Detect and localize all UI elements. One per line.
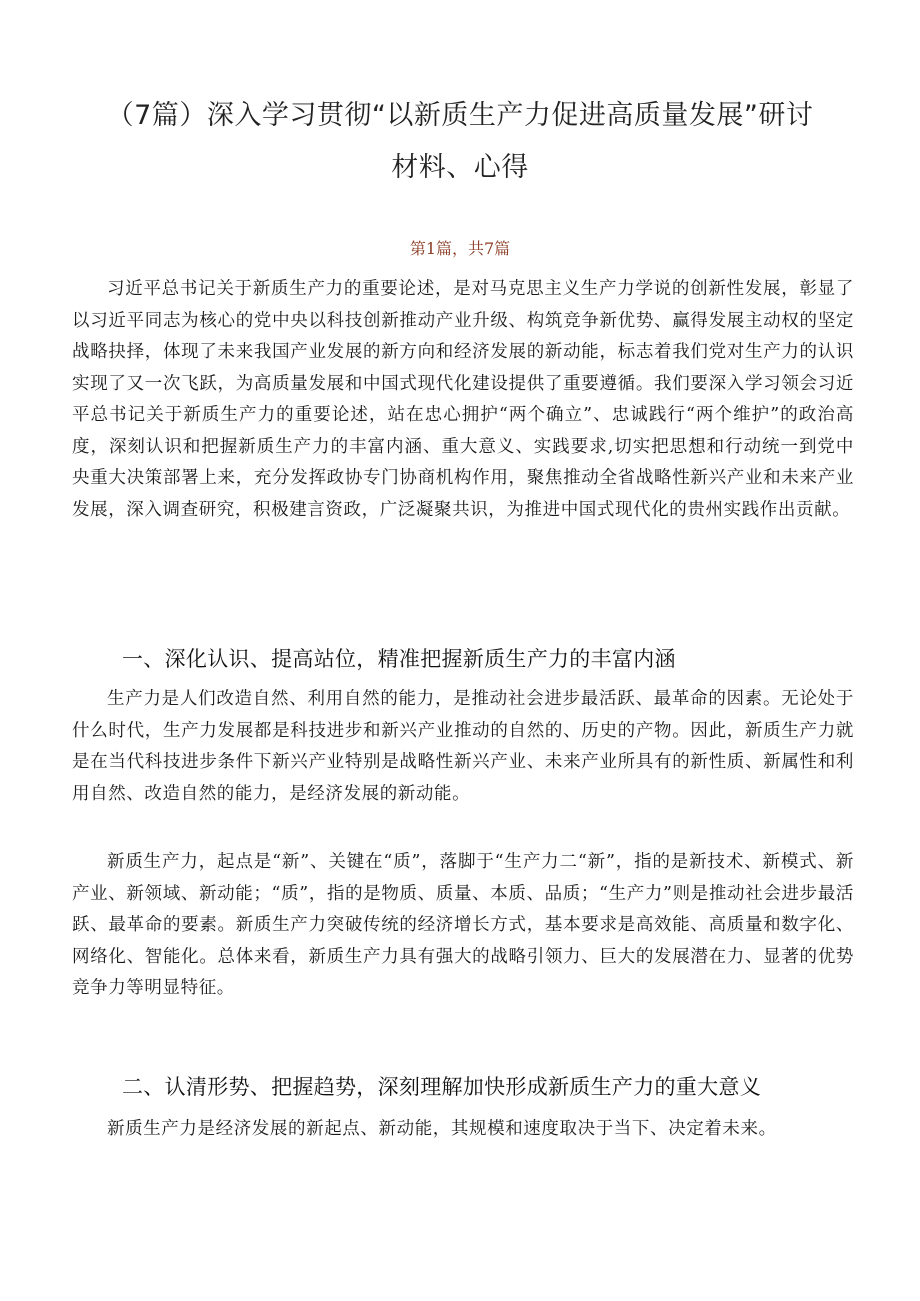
paragraph-section1-1: 生产力是人们改造自然、利用自然的能力，是推动社会进步最活跃、最革命的因素。无论处于什么时代，生产力发展都是科技进步和新兴产业推动的自然的、历史的产物。因此，新质生产力就是在当代科技进步条件下新兴产业特别是战略性新兴产业、未来产业所具有的新性质、新属性和利用自然、改造自然的能力，是经济发展的新动能。 (72, 689, 854, 804)
paragraph-intro: 习近平总书记关于新质生产力的重要论述，是对马克思主义生产力学说的创新性发展，彰显了以习近平同志为核心的党中央以科技创新推动产业升级、构筑竞争新优势、赢得发展主动权的坚定战略抉择，体现了未来我国产业发展的新方向和经济发展的新动能，标志着我们党对生产力的认识实现了又一次飞跃，为高质量发展和中国式现代化建设提供了重要遵循。我们要深入学习领会习近平总书记关于新质生产力的重要论述，站在忠心拥护“两个确立”、忠诚践行“两个维护”的政治高度，深刻认识和把握新质生产力的丰富内涵、重大意义、实践要求,切实把思想和行动统一到党中央重大决策部署上来，充分发挥政协专门协商机构作用，聚焦推动全省战略性新兴产业和未来产业发展，深入调查研究，积极建言资政，广泛凝聚共识，为推进中国式现代化的贵州实践作出贡献。 (72, 279, 854, 520)
section-heading-2: 二、认清形势、把握趋势，深刻理解加快形成新质生产力的重大意义 (122, 1075, 761, 1099)
part-label: 第1篇，共7篇 (409, 239, 511, 258)
document-title-line-2: 材料、心得 (391, 152, 529, 183)
section-heading-1: 一、深化认识、提高站位，精准把握新质生产力的丰富内涵 (122, 647, 676, 671)
document-title-line-1: （7篇）深入学习贯彻“以新质生产力促进高质量发展”研讨 (106, 100, 814, 131)
paragraph-section1-2: 新质生产力，起点是“新”、关键在“质”，落脚于“生产力二“新”，指的是新技术、新模式、新产业、新领域、新动能；“质”，指的是物质、质量、本质、品质；“生产力”则是推动社会进步最活跃、最革命的要素。新质生产力突破传统的经济增长方式，基本要求是高效能、高质量和数字化、网络化、智能化。总体来看，新质生产力具有强大的战略引领力、巨大的发展潜在力、显著的优势竞争力等明显特征。 (72, 852, 854, 998)
paragraph-section2-1: 新质生产力是经济发展的新起点、新动能，其规模和速度取决于当下、决定着未来。 (107, 1119, 777, 1139)
